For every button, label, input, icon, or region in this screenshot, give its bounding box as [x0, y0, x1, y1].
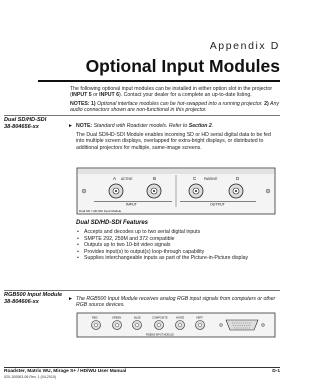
list-item: • Accepts and decodes up to two serial digital inputs — [76, 229, 280, 236]
section-divider — [4, 290, 280, 291]
sdi-label-b: B — [153, 176, 157, 181]
rgb-side-title: RGB500 Input Module — [4, 292, 63, 298]
notes-paragraph — [70, 101, 280, 114]
rgb-label-red: RED — [92, 316, 98, 320]
arrow-bullet-icon: ► — [68, 123, 73, 129]
sdi-board-caption: Dual SD / HD-SDI Input Module — [79, 209, 122, 213]
rgb-side-heading — [4, 292, 66, 305]
bnc-connector-icon — [147, 184, 161, 198]
rgb-label-blue: BLUE — [134, 316, 141, 320]
sdi-description: The Dual SD/HD-SDI Module enables incoming SD or HD serial digital data to be fed into multiple screen displays, overlapped for extra-bright displays, or distributed to additional projectors for multiple, same-image screens. — [76, 132, 271, 151]
sdi-label-a: A — [113, 176, 117, 181]
list-item: • Provides input(s) to output(s) loop-through capability — [76, 249, 280, 256]
rgb-label-green: GREEN — [112, 316, 122, 320]
bnc-connector-icon — [155, 321, 164, 330]
screw-icon — [262, 324, 265, 327]
rgb-label-vert: VERT — [196, 316, 203, 320]
bnc-connector-icon — [196, 321, 205, 330]
sdi-label-active: ACTIVE — [121, 177, 133, 181]
features-list — [76, 229, 280, 262]
sdi-note-reference: Section 2 — [188, 123, 212, 129]
bnc-connector-icon — [189, 184, 203, 198]
sdi-label-passive: PASSIVE — [204, 177, 218, 181]
sdi-label-output: OUTPUT — [210, 202, 225, 207]
slot-input-5: INPUT 5 — [71, 92, 92, 99]
sdi-panel-top-strip — [78, 169, 274, 174]
list-item: • Supplies interchangeable inputs as part of the Picture-in-Picture display — [76, 255, 280, 262]
bnc-connector-icon — [113, 321, 122, 330]
list-item: • SMPTE 292, 259M and 372 compatible — [76, 236, 280, 243]
section-divider — [4, 115, 280, 116]
sdi-side-heading — [4, 117, 66, 130]
arrow-bullet-icon: ► — [68, 296, 73, 302]
sdi-label-d: D — [236, 176, 240, 181]
sdi-module-illustration — [76, 167, 276, 215]
rgb-text: receives analog RGB input signals from computers or other RGB source devices. — [76, 296, 276, 309]
rgb-label-composite: COMPOSITE — [152, 316, 168, 320]
rgb-label-horiz: HORIZ — [176, 316, 185, 320]
slot-input-6: INPUT 6 — [99, 92, 120, 99]
features-heading: Dual SD/HD-SDI Features — [76, 220, 149, 226]
list-item: • Outputs up to two 10-bit video signals — [76, 242, 280, 249]
note-2: Any audio connectors shown are non-functional in this projector. — [70, 101, 279, 114]
sdi-label-input: INPUT — [126, 202, 137, 207]
sdi-note — [76, 123, 280, 129]
footer-manual-title: Roadster, Matrix WU, Mirage S+ / HD/WU User Manual — [4, 369, 127, 374]
rgb-text: The — [76, 296, 87, 302]
rgb-part-number: 38-804606-xx — [4, 298, 39, 305]
sdi-note-end: . — [211, 123, 214, 129]
sdi-part-number: 38-804656-xx — [4, 123, 39, 130]
page-number: D-1 — [272, 369, 280, 374]
bnc-connector-icon — [109, 184, 123, 198]
screw-icon — [82, 189, 86, 193]
sdi-note-text: Standard with Roadster models. Refer to — [92, 123, 189, 129]
vga-connector-icon — [226, 320, 258, 330]
footer-document-code: 020-100063-06 Rev. 1 (04-2010) — [4, 375, 57, 379]
rgb-module-name: RGB500 Input Module — [86, 296, 138, 302]
page-title: Optional Input Modules — [85, 56, 280, 76]
sdi-label-c: C — [193, 176, 197, 181]
rgb-board-caption: RGB500 INPUT MODULE — [146, 333, 174, 337]
intro-text: ). Contact your dealer for a complete an up-to-date listing. — [119, 92, 252, 99]
appendix-label: Appendix D — [209, 40, 280, 52]
rgb-description — [76, 296, 280, 309]
notes-label: NOTES: 1) — [70, 101, 96, 107]
output-bracket — [180, 201, 256, 202]
screw-icon — [220, 324, 223, 327]
intro-text: or — [91, 92, 100, 99]
title-divider — [38, 80, 280, 82]
note-1: Optional interface modules can be hot-swapped into a running projector. — [95, 101, 265, 107]
input-bracket — [94, 201, 172, 202]
rgb-module-illustration — [76, 312, 276, 338]
bnc-connector-icon — [229, 184, 243, 198]
footer-divider — [4, 367, 280, 368]
note-2-label: 2) — [264, 101, 269, 107]
bnc-connector-icon — [92, 321, 101, 330]
sdi-side-title: Dual SD/HD-SDI — [4, 117, 47, 123]
screw-icon — [266, 189, 270, 193]
sdi-note-label: NOTE: — [76, 123, 93, 129]
bnc-connector-icon — [176, 321, 185, 330]
bnc-connector-icon — [133, 321, 142, 330]
intro-paragraph — [70, 86, 280, 99]
intro-text: The following optional input modules can be installed in either option slot in the projector ( — [70, 86, 273, 99]
